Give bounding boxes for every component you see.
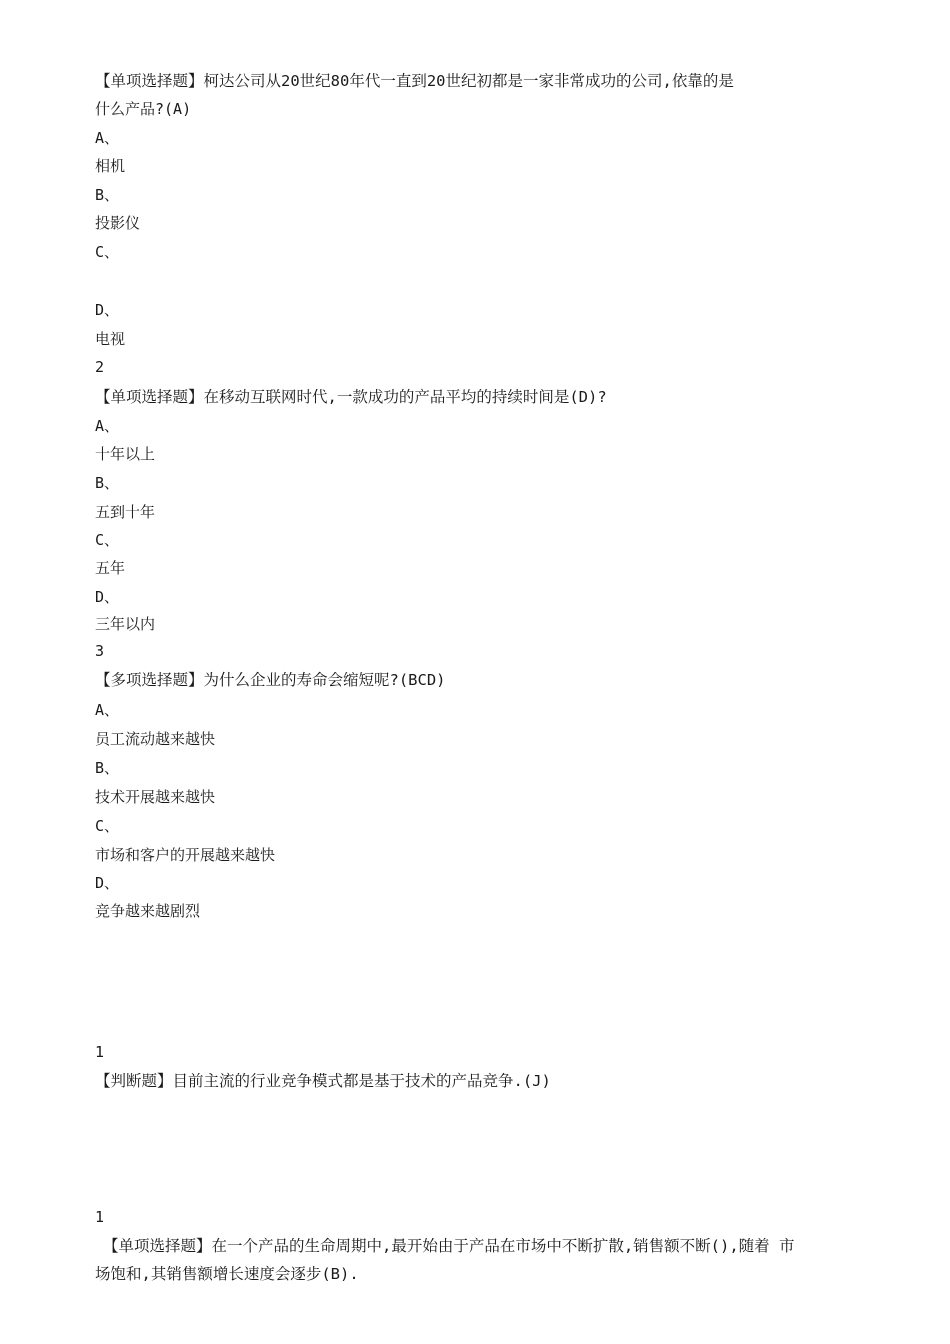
option-letter: C、 [95,817,120,835]
option-letter: D、 [95,588,120,606]
question-number: 2 [95,358,105,376]
question-4-text: 【判断题】目前主流的行业竞争模式都是基于技术的产品竞争.(J) [95,1072,551,1090]
option-text: 投影仪 [95,214,141,232]
option-text: 相机 [95,157,126,175]
question-number: 1 [95,1208,105,1226]
question-1-text-line-2: 什么产品?(A) [95,100,192,118]
option-text: 技术开展越来越快 [95,788,216,806]
option-text: 竞争越来越剧烈 [95,902,201,920]
option-letter: B、 [95,759,120,777]
question-number: 1 [95,1043,105,1061]
option-text: 三年以内 [95,615,156,633]
option-letter: A、 [95,701,120,719]
option-letter: B、 [95,186,120,204]
option-text: 五到十年 [95,503,156,521]
option-letter: D、 [95,874,120,892]
option-text: 五年 [95,559,126,577]
option-text: 员工流动越来越快 [95,730,216,748]
question-1-text-line-1: 【单项选择题】柯达公司从20世纪80年代一直到20世纪初都是一家非常成功的公司,依靠的是 [95,72,734,90]
question-number: 3 [95,642,105,660]
option-letter: D、 [95,301,120,319]
option-letter: A、 [95,129,120,147]
question-3-text: 【多项选择题】为什么企业的寿命会缩短呢?(BCD) [95,671,446,689]
question-5-text-line-2: 场饱和,其销售额增长速度会逐步(B). [95,1265,359,1283]
question-5-text-line-1: 【单项选择题】在一个产品的生命周期中,最开始由于产品在市场中不断扩散,销售额不断(),随着 市 [103,1237,795,1255]
option-letter: A、 [95,417,120,435]
option-text: 十年以上 [95,445,156,463]
option-letter: B、 [95,474,120,492]
question-2-text: 【单项选择题】在移动互联网时代,一款成功的产品平均的持续时间是(D)? [95,388,607,406]
option-text: 电视 [95,330,126,348]
option-letter: C、 [95,531,120,549]
option-letter: C、 [95,243,120,261]
option-text: 市场和客户的开展越来越快 [95,846,276,864]
